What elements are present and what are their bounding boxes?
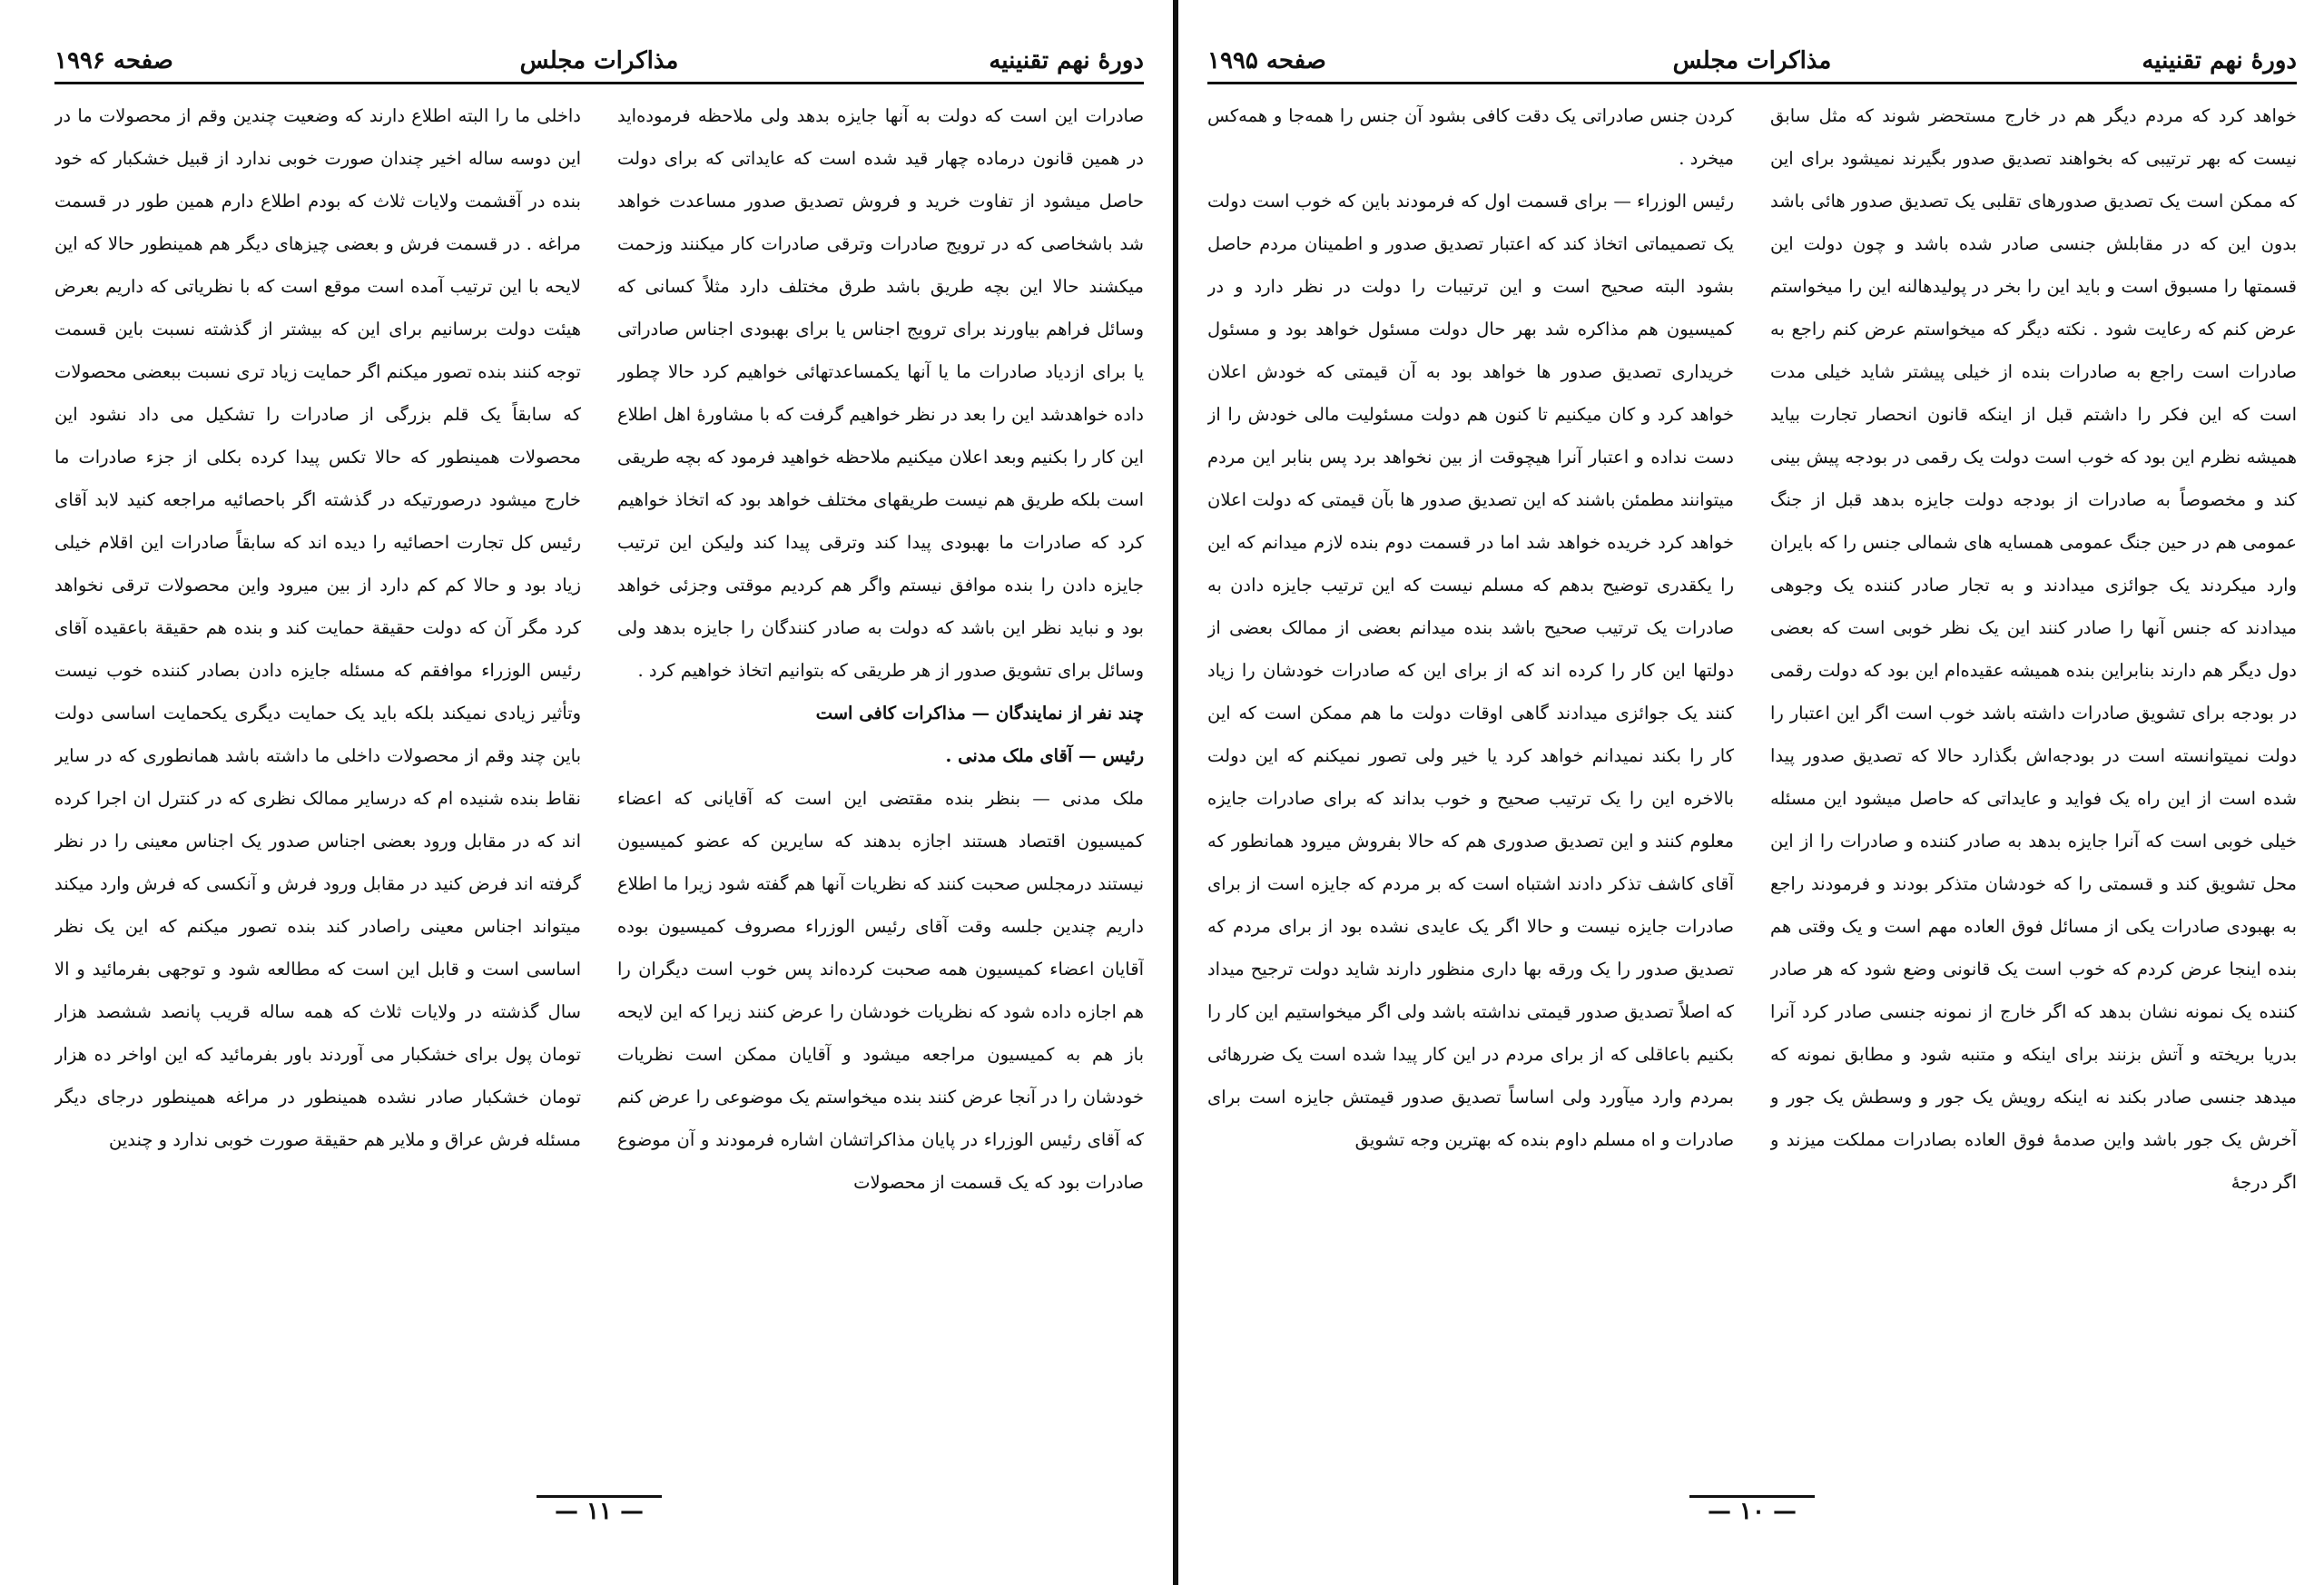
paragraph: رئیس — آقای ملک مدنی . — [945, 745, 1144, 766]
paragraph: خواهد کرد که مردم دیگر هم در خارج مستحضر شوند که مثل سابق نیست که بهر ترتیبی که بخواهند تصدیق صدور بگیرند نمیشود برای این که ممکن است یک تصدیق صدورهای تقلبی یک تصدیق صدور هائی باشد بدون این که در مقابلش جنسی صادر شده باشد و چون دولت این قسمتها را مسبوق است و باید این را بخر در پولیدهالنه این را میخواستم عرض کنم که رعایت شود . نکته دیگر که میخواستم عرض کنم راجع به صادرات است راجع به صادرات بنده از خیلی پیشتر شاید خیلی مدت است که این فکر را داشتم قبل از اینکه قانون انحصار تجارت بیاید همیشه نظرم این بود که خوب است دولت یک رقمی در بودجه پیش بینی کند و مخصوصاً به صادرات از بودجه دولت جایزه بدهد قبل از جنگ عمومی هم در حین جنگ عمومی همسایه های شمالی جنس را که بایران وارد میکردند یک جوائزی میدادند و به تجار صادر کننده یک وجوهی میدادند که جنس آنها را صادر کنند این یک نظر خوبی است که بعضی دول دیگر هم دارند بنابراین بنده همیشه عقیده‌ام این بود که دولت رقمی در بودجه برای تشویق صادرات داشته باشد خوب است اگر این اعتبار را دولت نمیتوانسته است در بودجه‌اش بگذارد حالا که تصدیق صدور پیدا شده است از این راه یک فواید و عایداتی که حاصل میشود این مسئله خیلی خوبی است که آنرا جایزه بدهد به صادر کننده و صادرات را از این محل تشویق کند و قسمتی را که خودشان متذکر بودند و فرمودند راجع به بهبودی صادرات یکی از مسائل فوق العاده مهم است و یک وقتی هم بنده اینجا عرض کردم که خوب است یک قانونی وضع شود که هر صادر کننده یک نمونه نشان بدهد که اگر خارج از نمونه جنسی صادر کرد آنرا بدریا بریخته و آتش بزنند برای اینکه و متنبه شود و مطابق نمونه که میدهد جنسی صادر بکند نه اینکه رویش یک جور و وسطش یک جور و آخرش یک جور باشد واین صدمهٔ فوق العاده بصادرات مملکت میزند و اگر درجهٔ — [1770, 105, 2297, 1193]
book-gutter — [1173, 0, 1178, 1585]
left-page-columns — [54, 94, 1144, 1471]
left-journal-title: مذاکرات مجلس — [519, 47, 679, 74]
left-page-number: — ۱۱ — — [54, 1498, 1144, 1525]
left-running-head — [54, 45, 1144, 84]
right-page-left-column — [1207, 94, 1734, 1471]
right-page — [1207, 45, 2297, 1534]
left-page-label: صفحه ۱۹۹۶ — [54, 47, 173, 74]
left-page-right-column — [617, 94, 1144, 1471]
right-running-head — [1207, 45, 2297, 84]
paragraph: کردن جنس صادراتی یک دقت کافی بشود آن جنس را همه‌جا و همه‌کس میخرد . — [1207, 105, 1734, 169]
right-page-columns — [1207, 94, 2297, 1471]
left-page — [54, 45, 1144, 1534]
right-page-number: — ۱۰ — — [1207, 1498, 2297, 1525]
paragraph: چند نفر از نمایندگان — مذاکرات کافی است — [815, 703, 1144, 724]
right-page-label: صفحه ۱۹۹۵ — [1207, 47, 1326, 74]
paragraph: رئیس الوزراء — برای قسمت اول که فرمودند باین که خوب است دولت یک تصمیماتی اتخاذ کند که اعتبار تصدیق صدور و اطمینان مردم حاصل بشود البته صحیح است و این ترتیبات را دولت در نظر دارد و در کمیسیون هم مذاکره شد بهر حال دولت مسئول خواهد بود و مسئول خریداری تصدیق صدور ها خواهد بود به آن قیمتی که خودش اعلان خواهد کرد و کان میکنیم تا کنون هم دولت مسئولیت مالی خودش را از دست نداده و اعتبار آنرا هیچوقت از بین نخواهد برد پس بنابر این مردم میتوانند مطمئن باشند که این تصدیق صدور ها بآن قیمتی که دولت اعلان خواهد کرد خریده خواهد شد اما در قسمت دوم بنده لازم میدانم که این را یکقدری توضیح بدهم که مسلم نیست که این ترتیب جایزه دادن به صادرات یک ترتیب صحیح باشد بنده میدانم بعضی از ممالک بعضی از دولتها این کار را کرده اند که از برای این که صادرات خودشان را زیاد کنند یک جوائزی میدادند گاهی اوقات دولت ما هم ممکن است که این کار را بکند نمیدانم خواهد کرد یا خیر ولی تصور نمیکنم که این دولت بالاخره این را یک ترتیب صحیح و خوب بداند که برای صادرات جایزه معلوم کنند و این تصدیق صدوری هم که حالا بفروش میرود همانطور که آقای کاشف تذکر دادند اشتباه است که بر مردم که جایزه است از برای صادرات جایزه نیست و حالا اگر یک عایدی نشده بود از برای مردم که تصدیق صدور را یک ورقه بها داری منظور دارند شاید دولت ترجیح میداد که اصلاً تصدیق صدور قیمتی نداشته باشد ولی اگر میخواستیم این کار را بکنیم باعاقلی که از برای مردم در این کار پیدا شده است یک ضررهائی بمردم وارد میآورد ولی اساساً تصدیق صدور قیمتش جایزه است برای صادرات و اه مسلم داوم بنده که بهترین وجه تشویق — [1207, 191, 1734, 1150]
right-session-label: دورهٔ نهم تقنینیه — [2142, 47, 2297, 74]
paragraph: ملک مدنی — بنظر بنده مقتضی این است که آقایانی که اعضاء کمیسیون اقتصاد هستند اجازه بدهند که سایرین که عضو کمیسیون نیستند درمجلس صحبت کنند که نظریات آنها هم گفته شود زیرا ما اطلاع داریم چندین جلسه وقت آقای رئیس الوزراء مصروف کمیسیون بوده آقایان اعضاء کمیسیون همه صحبت کرده‌اند پس خوب است دیگران را هم اجازه داده شود که نظریات خودشان را عرض کنند زیرا که این لایحه باز هم به کمیسیون مراجعه میشود و آقایان ممکن است نظریات خودشان را در آنجا عرض کنند بنده میخواستم یک موضوعی را عرض کنم که آقای رئیس الوزراء در پایان مذاکراتشان اشاره فرمودند و آن موضوع صادرات بود که یک قسمت از محصولات — [617, 788, 1144, 1193]
paragraph: داخلی ما را البته اطلاع دارند که وضعیت چندین وقم از محصولات ما در این دوسه ساله اخیر چندان صورت خوبی ندارد از قبیل خشکبار که خود بنده در آقشمت ولایات ثلاث که بودم اطلاع دارم همین طور در قسمت مراغه . در قسمت فرش و بعضی چیزهای دیگر هم همینطور حالا که این لایحه با این ترتیب آمده است موقع است که با نظریاتی که داریم بعرض هیئت دولت برسانیم برای این که بیشتر از گذشته نسبت باین قسمت توجه کنند بنده تصور میکنم اگر حمایت زیاد تری نسبت ببعضی محصولات که سابقاً یک قلم بزرگی از صادرات را تشکیل می داد نشود این محصولات همینطور که حالا تکس پیدا کرده بکلی از جزء صادرات ما خارج میشود درصورتیکه در گذشته اگر باحصائیه مراجعه کنید لابد آقای رئیس کل تجارت احصائیه را دیده اند که سابقاً صادرات این اقلام خیلی زیاد بود و حالا کم کم دارد از بین میرود واین محصولات ترقی نخواهد کرد مگر آن که دولت حقیقة حمایت کند و بنده هم حقیقة باعقیده آقای رئیس الوزراء موافقم که مسئله جایزه دادن بصادر کننده خوب نیست وتأثیر زیادی نمیکند بلکه باید یک حمایت دیگری یکحمایت اساسی دولت باین چند وقم از محصولات داخلی ما داشته باشد همانطوری که در سایر نقاط بنده شنیده ام که درسایر ممالک نظری که در کنترل ان اجرا کرده اند که در مقابل ورود بعضی اجناس صدور یک اجناس معینی را در نظر گرفته اند فرض کنید در مقابل ورود فرش و آنکسی که فرش وارد میکند میتواند اجناس معینی راصادر کند بنده تصور میکنم که این یک نظر اساسی است و قابل این است که مطالعه شود و توجهی بفرمائید و الا سال گذشته در ولایات ثلاث که همه ساله قریب پانصد ششصد هزار تومان پول برای خشکبار می آوردند باور بفرمائید که این اواخر ده هزار تومان خشکبار صادر نشده همینطور در مراغه همینطور درجای دیگر مسئله فرش عراق و ملایر هم حقیقة صورت خوبی ندارد و چندین — [54, 105, 581, 1150]
left-page-left-column — [54, 94, 581, 1471]
right-page-right-column — [1770, 94, 2297, 1471]
left-session-label: دورهٔ نهم تقنینیه — [989, 47, 1144, 74]
paragraph: صادرات این است که دولت به آنها جایزه بدهد ولی ملاحظه فرموده‌اید در همین قانون درماده چهار قید شده است که عایداتی که برای دولت حاصل میشود از تفاوت خرید و فروش تصدیق صدور مساعدت خواهد شد باشخاصی که در ترویج صادرات وترقی صادرات کار میکنند وزحمت میکشند حالا این بچه طریق باشد طرق مختلف دارد مثلاً کسانی که وسائل فراهم بیاورند برای ترویج اجناس یا برای بهبودی اجناس صادراتی یا برای ازدیاد صادرات ما یا آنها یکمساعدتهائی خواهیم کرد حالا چطور داده خواهدشد این را بعد در نظر خواهیم گرفت که با مشاورهٔ اهل اطلاع این کار را بکنیم وبعد اعلان میکنیم ملاحظه خواهید فرمود که بچه طریقی است بلکه طریق هم نیست طریقهای مختلف خواهد بود که اتخاذ خواهیم کرد که صادرات ما بهبودی پیدا کند وترقی پیدا کند ولیکن این ترتیب جایزه دادن را بنده موافق نیستم واگر هم کردیم موقتی وجزئی خواهد بود و نباید نظر این باشد که دولت به صادر کنندگان را جایزه بدهد ولی وسائل برای تشویق صدور از هر طریقی که بتوانیم اتخاذ خواهیم کرد . — [617, 105, 1144, 681]
right-journal-title: مذاکرات مجلس — [1672, 47, 1832, 74]
